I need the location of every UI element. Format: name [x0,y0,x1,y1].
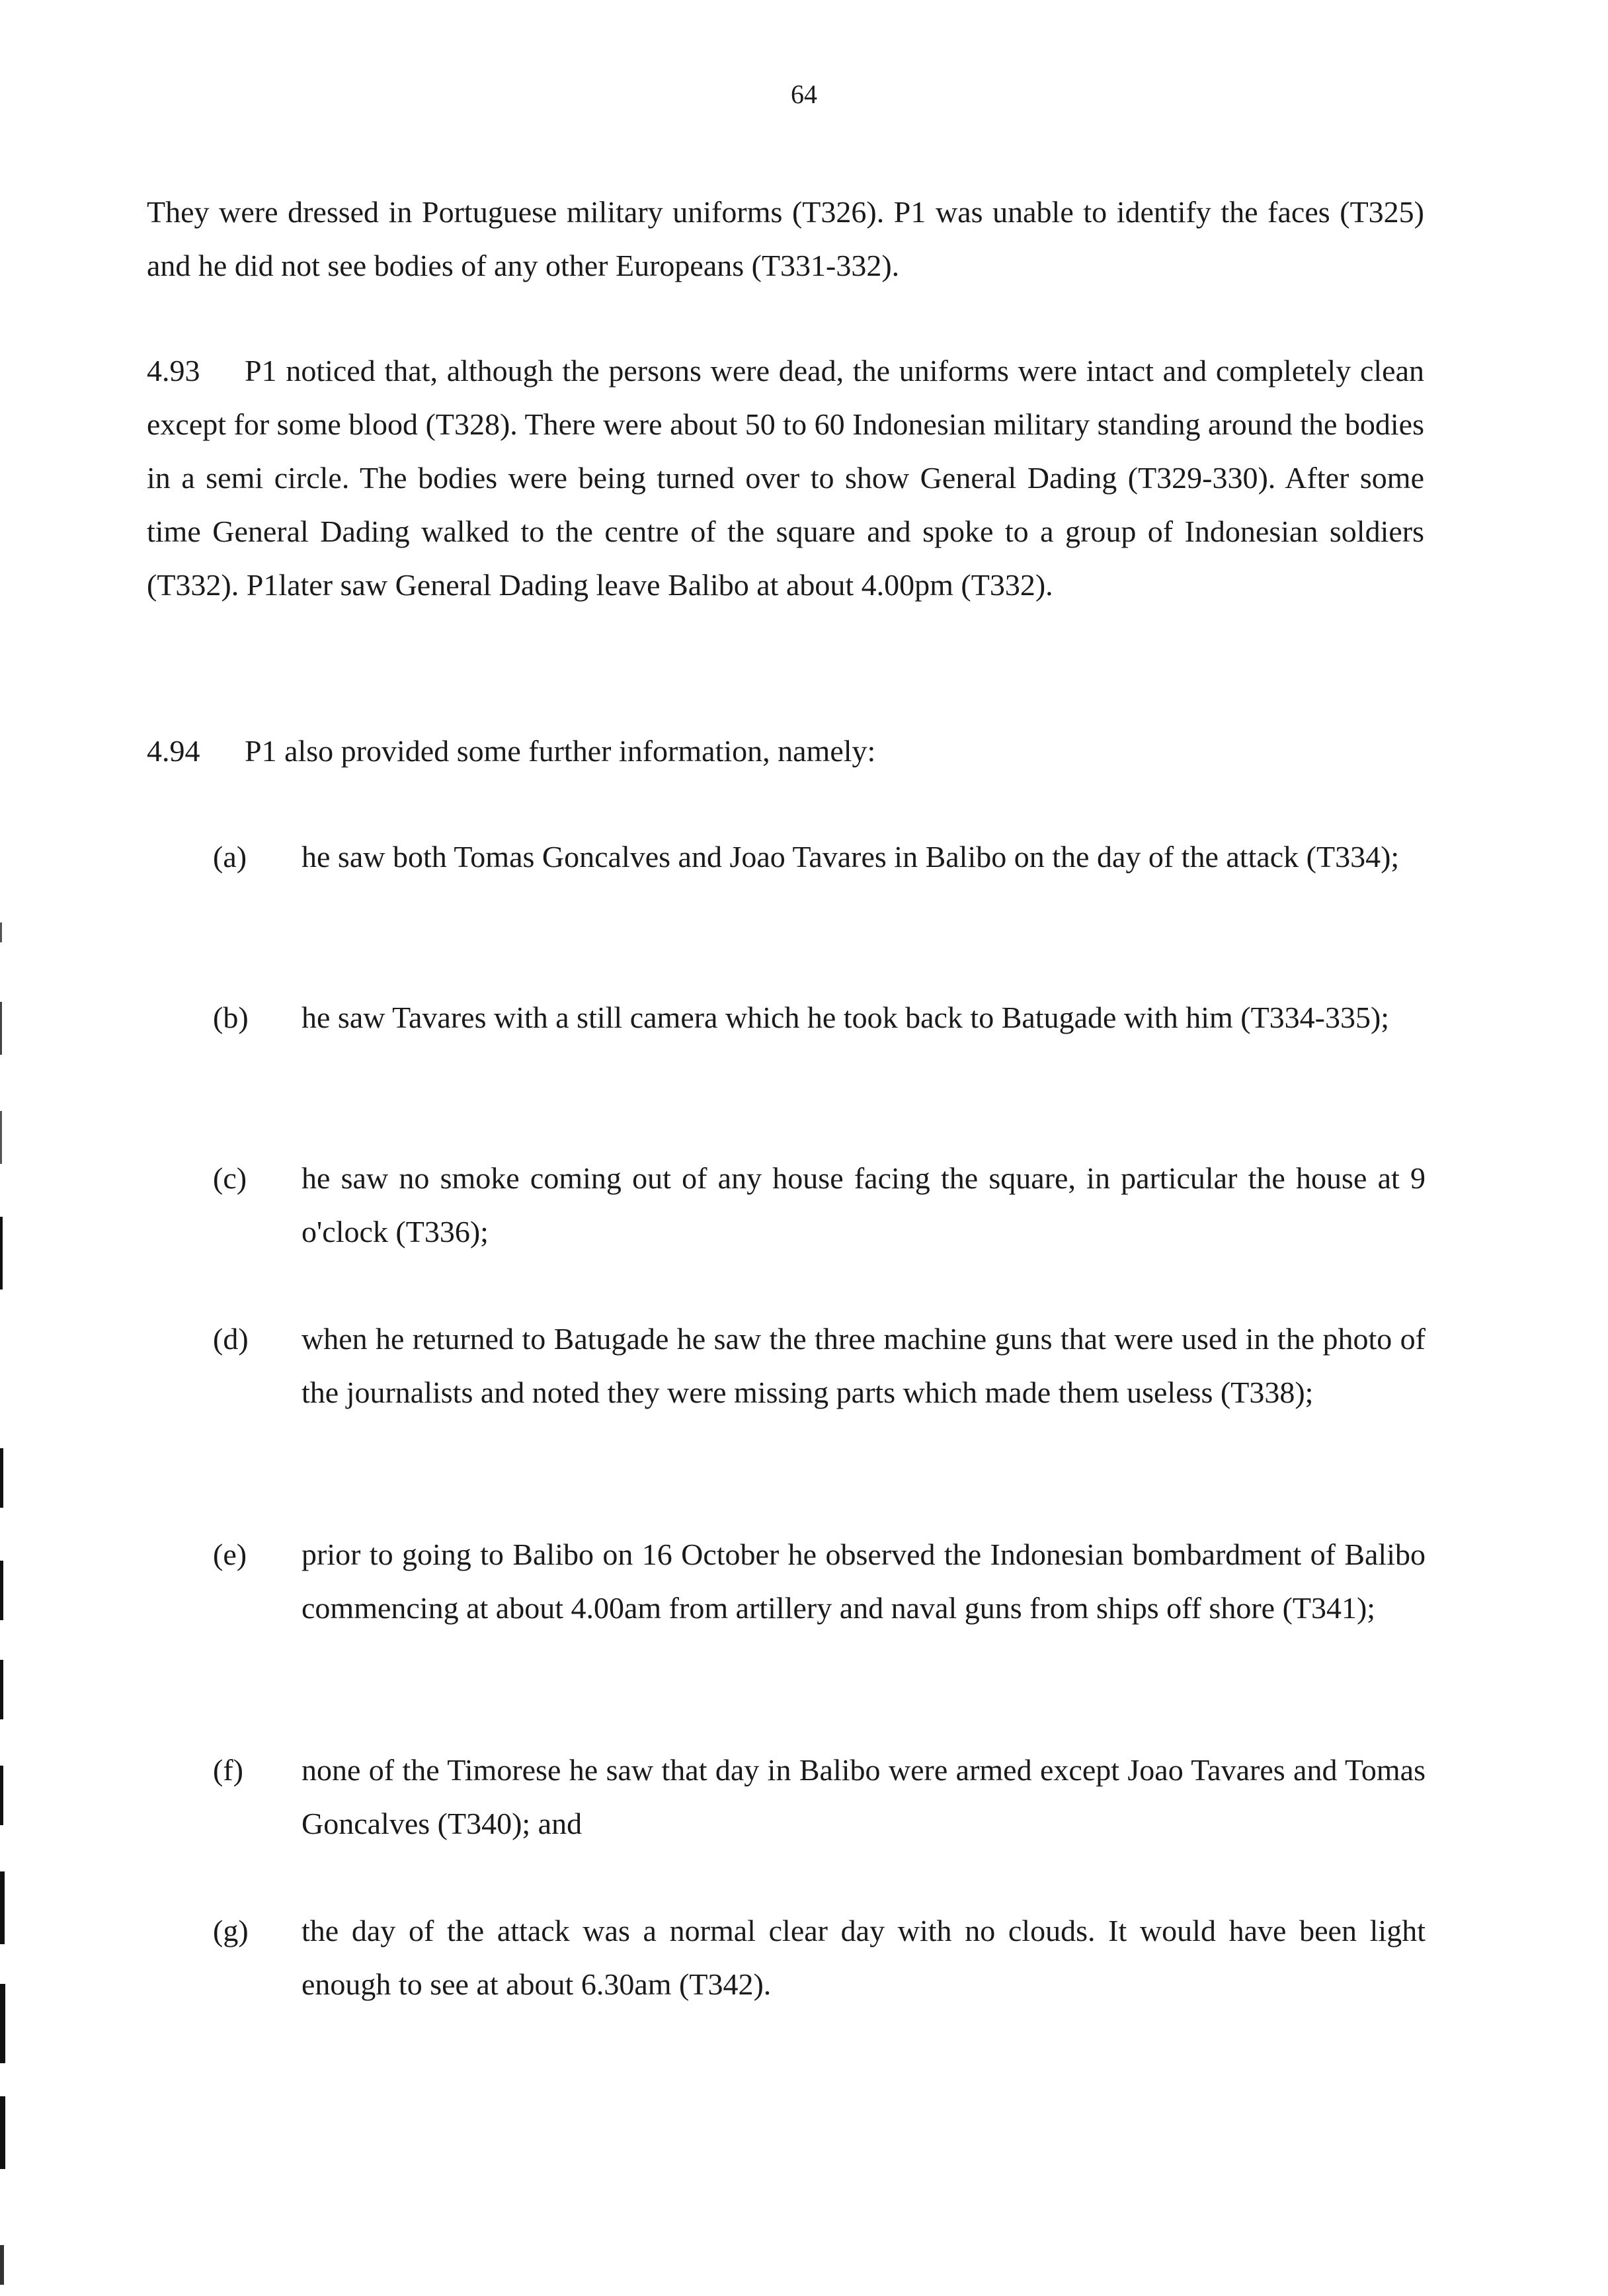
list-item-label: (c) [213,1161,247,1195]
list-item-text: he saw Tavares with a still camera which he took back to Batugade with him (T334-335); [302,1001,1390,1034]
list-item-text: the day of the attack was a normal clear day with no clouds. It would have been light enough to see at about 6.30am (T342). [302,1914,1426,2001]
list-item-label: (b) [213,1001,249,1034]
list-item-label: (e) [213,1538,247,1571]
list-item-e [213,1528,1426,1635]
list-item-c [213,1151,1426,1258]
scan-margin-mark [0,2096,5,2169]
paragraph-number: 4.93 [147,354,200,388]
paragraph-number: 4.94 [147,734,200,768]
scan-margin-mark [0,1766,3,1825]
list-item-text: prior to going to Balibo on 16 October he observed the Indonesian bombardment of Balibo commencing at about 4.00am from artillery and naval guns from ships off shore (T341); [302,1538,1426,1625]
paragraph-4-94 [147,724,1424,778]
scan-margin-mark [0,1660,3,1719]
scan-margin-mark [0,1984,5,2063]
scan-margin-mark [0,2245,4,2285]
list-item-label: (f) [213,1753,243,1787]
scan-margin-mark [0,1002,2,1055]
list-item-b [213,991,1426,1044]
intro-paragraph: They were dressed in Portuguese military uniforms (T326). P1 was unable to identify the faces (T325) and he did not see bodies of any other Europeans (T331-332). [147,195,1424,282]
list-item-text: he saw both Tomas Goncalves and Joao Tavares in Balibo on the day of the attack (T334); [302,840,1400,874]
scan-margin-mark [0,1871,5,1944]
scan-margin-mark [0,1111,2,1164]
list-item-f [213,1743,1426,1850]
list-item-text: none of the Timorese he saw that day in Balibo were armed except Joao Tavares and Tomas Goncalves (T340); and [302,1753,1426,1840]
scan-margin-mark [0,1217,3,1290]
list-item-d [213,1312,1426,1419]
scan-margin-mark [0,1561,3,1620]
list-item-label: (g) [213,1914,249,1948]
list-item-label: (d) [213,1322,249,1356]
scan-margin-mark [0,1448,3,1508]
page-number: 64 [791,79,817,109]
paragraph-text: P1 noticed that, although the persons were dead, the uniforms were intact and completely clean except for some blood (T328). There were about 50 to 60 Indonesian military standing around the bodies in a semi circle. The bodies were being turned over to show General Dading (T329-330). After some time General Dading walked to the centre of the square and spoke to a group of Indonesian soldiers (T332). P1later saw General Dading leave Balibo at about 4.00pm (T332). [147,354,1424,602]
paragraph-text: P1 also provided some further information, namely: [245,734,876,768]
list-item-text: when he returned to Batugade he saw the three machine guns that were used in the photo of the journalists and noted they were missing parts which made them useless (T338); [302,1322,1426,1409]
list-item-a [213,830,1426,883]
scan-margin-mark [0,922,2,942]
paragraph-4-93 [147,344,1424,612]
list-item-g [213,1904,1426,2011]
list-item-label: (a) [213,840,247,874]
list-item-text: he saw no smoke coming out of any house facing the square, in particular the house at 9 o'clock (T336); [302,1161,1426,1249]
